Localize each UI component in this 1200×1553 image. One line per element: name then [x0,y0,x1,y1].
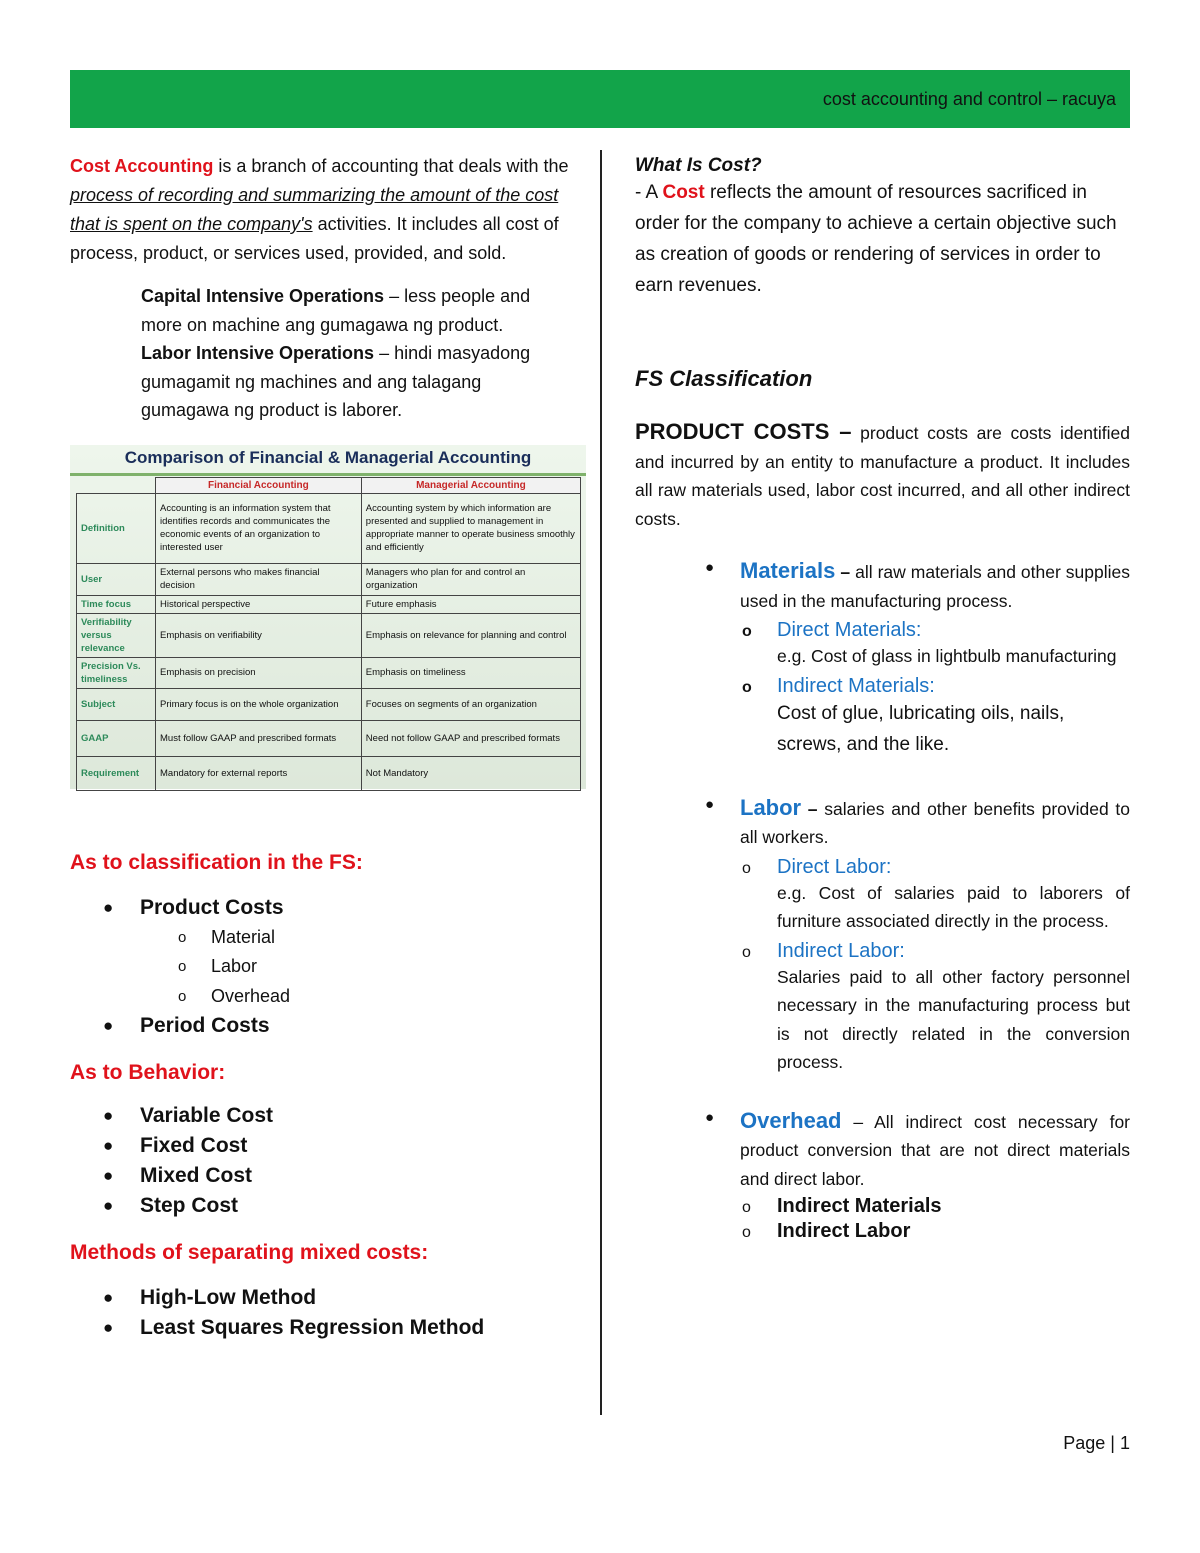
direct-labor-text: e.g. Cost of salaries paid to laborers of furniture associated directly in the process. [777,882,1130,931]
indirect-materials [706,675,1130,760]
circle-bullet-icon: o [742,943,751,961]
cell-managerial: Emphasis on relevance for planning and control [361,613,580,657]
intro-text-1: is a branch of accounting that deals with the [213,156,569,176]
labor-intensive [141,339,570,425]
table-row [77,493,581,563]
bullet-icon: ● [705,1108,715,1126]
operations-block [141,282,570,425]
behavior-list [70,1101,570,1221]
comparison-corner [77,477,156,493]
classification-list [70,893,570,1042]
labor-term: Labor Intensive Operations [141,343,375,363]
list-item: o Overhead [70,982,570,1012]
classification-heading: As to classification in the FS: [70,850,363,874]
table-row [77,720,581,756]
indirect-labor-label: Indirect Labor: [777,939,905,962]
comparison-rule [70,473,586,476]
product-costs-paragraph [635,418,1130,533]
row-label: Precision Vs. timeliness [77,657,156,688]
row-label: User [77,563,156,595]
row-label: Time focus [77,595,156,613]
capital-text: – less people and more on machine ang gumagawa ng product. [141,286,531,335]
overhead-item [706,1195,1130,1218]
row-label: Verifiability versus relevance [77,613,156,657]
table-row [77,595,581,613]
product-costs-label: Product Costs [140,895,284,919]
cell-financial: Historical perspective [156,595,362,613]
intro-text-2: activities. It includes all cost of process, product, or services used, provided, and sold. [70,214,559,263]
labor-term: Labor [740,794,802,820]
materials-text: all raw materials and other supplies used in the manufacturing process. [740,562,1130,611]
direct-labor-label: Direct Labor: [777,855,892,878]
product-costs-sublist [70,923,570,1012]
cell-financial: Emphasis on verifiability [156,613,362,657]
header-banner [70,70,1130,128]
materials-term: Materials [740,558,836,583]
page-number: Page | 1 [1063,1433,1130,1453]
circle-bullet-icon: o [742,1224,751,1241]
table-row [77,657,581,688]
what-is-cost-prefix: - A [635,182,663,203]
intro-underlined: process of recording and summarizing the amount of the cost that is spent on the company's [70,185,559,234]
labor-paragraph [740,794,1130,852]
labor-text: salaries and other benefits provided to all workers. [740,798,1130,847]
col-financial: Financial Accounting [156,477,362,493]
left-column [70,152,575,1343]
row-label: Requirement [77,756,156,790]
circle-bullet-icon: o [742,859,751,877]
header-text: cost accounting and control – racuya [822,89,1116,109]
cell-managerial: Not Mandatory [361,756,580,790]
list-item: Indirect Labor [777,1220,911,1242]
methods-list [70,1283,570,1343]
row-label: GAAP [77,720,156,756]
indirect-labor-text: Salaries paid to all other factory personnel necessary in the manufacturing process but is not directly related in the conversion process. [777,966,1130,1072]
circle-bullet-icon: o [742,1199,751,1216]
table-row [77,563,581,595]
table-row [77,756,581,790]
capital-term: Capital Intensive Operations [141,286,385,306]
methods-heading: Methods of separating mixed costs: [70,1241,429,1264]
cell-managerial: Emphasis on timeliness [361,657,580,688]
cell-managerial: Need not follow GAAP and prescribed formats [361,720,580,756]
what-is-cost-paragraph [635,177,1130,301]
table-row [77,613,581,657]
indirect-materials-label: Indirect Materials: [777,674,935,697]
materials-block [635,557,1130,760]
table-row [77,688,581,720]
direct-materials [706,619,1130,671]
overhead-text: – All indirect cost necessary for product conversion that are not direct materials and direct labor. [740,1111,1130,1189]
labor-text: – hindi masyadong gumagamit ng machines and ang talagang gumagawa ng product is laborer. [141,343,531,420]
comparison-title: Comparison of Financial & Managerial Accounting [124,447,532,467]
what-is-cost-text: reflects the amount of resources sacrificed in order for the company to achieve a certain objective such as creation of goods or rendering of services in order to earn revenues. [635,182,1117,296]
col-managerial: Managerial Accounting [361,477,580,493]
overhead-paragraph [740,1107,1130,1194]
list-item: ● Step Cost [70,1191,570,1221]
overhead-item [706,1220,1130,1243]
materials-paragraph [740,557,1130,615]
row-label: Subject [77,688,156,720]
list-item-product-costs [70,893,570,1012]
cell-financial: Primary focus is on the whole organization [156,688,362,720]
list-item: ● Variable Cost [70,1101,570,1131]
cell-financial: Must follow GAAP and prescribed formats [156,720,362,756]
list-item: Indirect Materials [777,1195,942,1217]
bullet-icon: ● [705,795,715,813]
list-item-period-costs: ● Period Costs [70,1011,570,1041]
overhead-term: Overhead [740,1107,842,1133]
bullet-icon: ● [705,559,715,576]
indirect-labor [706,940,1130,1077]
circle-bullet-icon: o [742,678,752,696]
comparison-table [76,477,581,791]
cell-managerial: Focuses on segments of an organization [361,688,580,720]
cell-managerial: Accounting system by which information are presented and supplied to management in appropriate manner to operate business smoothly and efficiently [361,493,580,563]
labor-block [635,794,1130,1077]
cell-managerial: Future emphasis [361,595,580,613]
intro-term: Cost Accounting [70,156,214,176]
list-item: ● Least Squares Regression Method [70,1313,570,1343]
direct-labor [706,856,1130,936]
list-item: ● Mixed Cost [70,1161,570,1191]
comparison-header-row [77,477,581,493]
cell-financial: Emphasis on precision [156,657,362,688]
behavior-heading: As to Behavior: [70,1061,226,1084]
list-item: o Labor [70,952,570,982]
what-is-cost-term: Cost [662,182,705,203]
capital-intensive [141,282,570,339]
indirect-materials-text: Cost of glue, lubricating oils, nails, screws, and the like. [777,702,1065,755]
list-item: o Material [70,923,570,953]
materials-dash: – [835,562,851,582]
cell-financial: Mandatory for external reports [156,756,362,790]
cell-managerial: Managers who plan for and control an organization [361,563,580,595]
direct-materials-text: e.g. Cost of glass in lightbulb manufacturing [777,646,1117,666]
labor-dash: – [801,798,818,819]
column-divider [600,150,602,1415]
row-label: Definition [77,493,156,563]
fs-classification-heading: FS Classification [635,366,813,391]
circle-bullet-icon: o [742,623,752,640]
cell-financial: External persons who makes financial decision [156,563,362,595]
comparison-figure [70,445,586,789]
list-item: ● Fixed Cost [70,1131,570,1161]
what-is-cost-heading: What Is Cost? [635,155,762,176]
intro-paragraph [70,152,570,268]
cell-financial: Accounting is an information system that identifies records and communicates the economic events of an organization to interested user [156,493,362,563]
right-column [635,155,1130,1243]
product-costs-head: PRODUCT COSTS – [635,419,852,444]
product-costs-text: product costs are costs identified and incurred by an entity to manufacture a product. It includes all raw materials used, labor cost incurred, and all other indirect costs. [635,423,1130,529]
list-item: ● High-Low Method [70,1283,570,1313]
direct-materials-label: Direct Materials: [777,619,922,641]
overhead-block [635,1107,1130,1244]
